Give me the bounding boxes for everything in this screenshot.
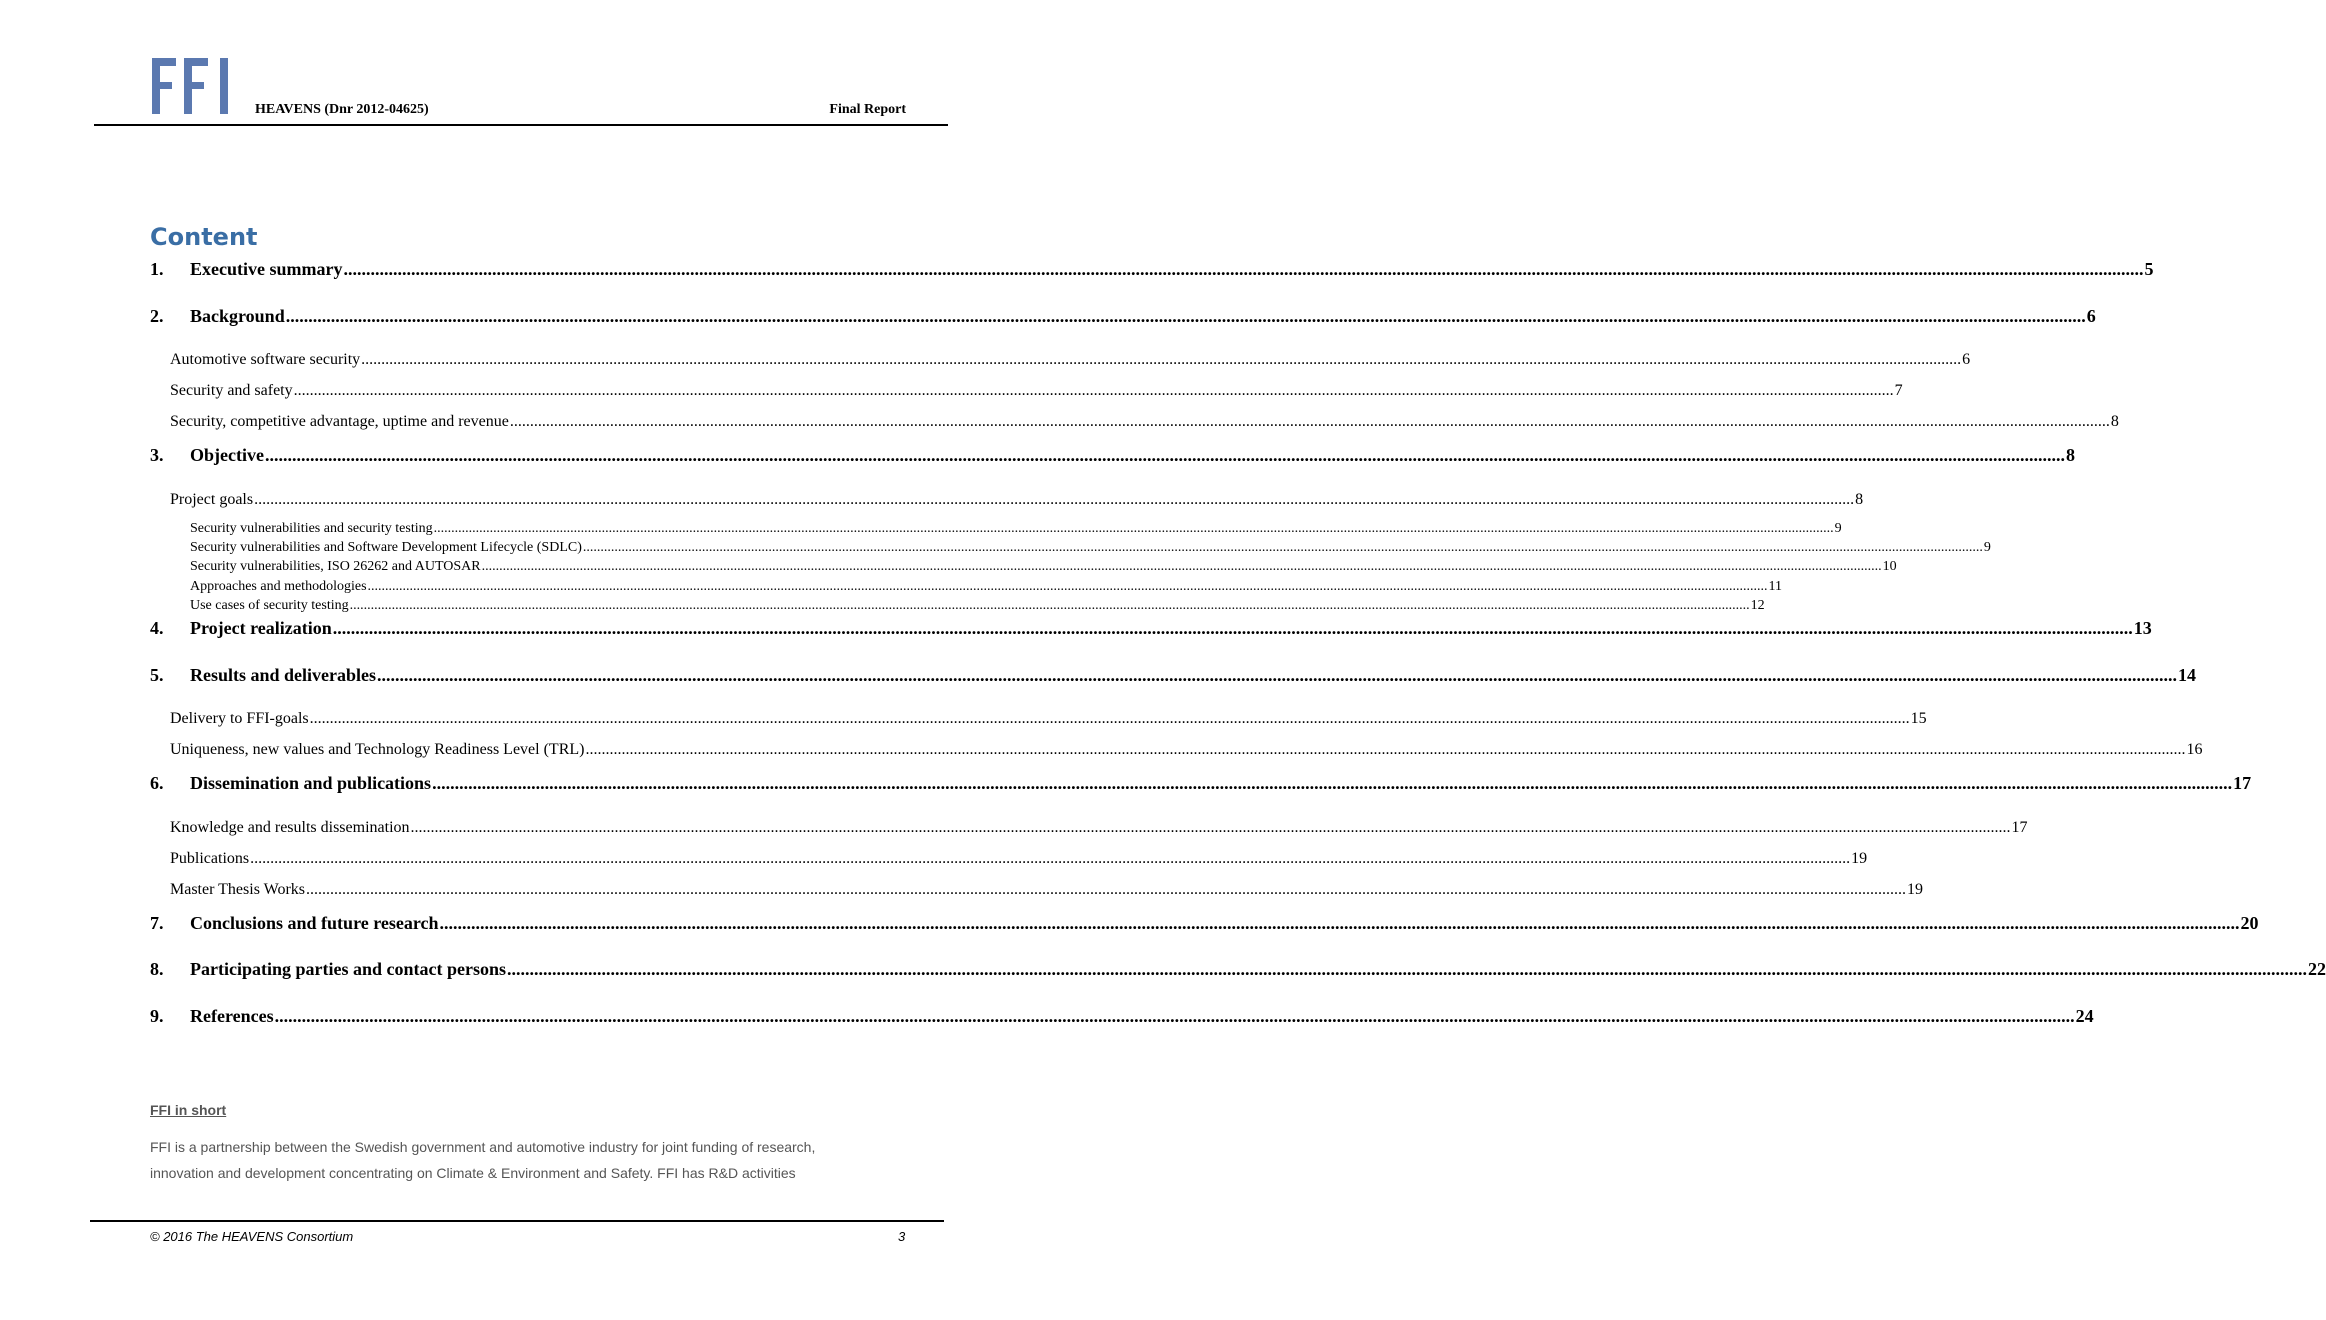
toc-leader-dots: ................................................................................................................................................................................................................................................................................................................................................................................................................ <box>306 881 1906 898</box>
toc-entry-page: 9 <box>1983 540 1991 555</box>
toc-entry-page: 10 <box>1882 559 1897 574</box>
toc-leader-dots: ................................................................................................................................................................................................................................................................................................................................................................................................................ <box>293 382 1894 399</box>
toc-entry-page: 20 <box>2240 913 2259 933</box>
toc-entry-title: Uniqueness, new values and Technology Readiness Level (TRL) <box>170 741 585 758</box>
document-title: HEAVENS (Dnr 2012-04625) <box>255 102 429 117</box>
toc-entry[interactable] <box>170 382 1903 400</box>
toc-entry-number: 4. <box>150 618 164 638</box>
toc-leader-dots: ................................................................................................................................................................................................................................................................................................................................................................................................................ <box>367 579 1768 594</box>
toc-entry-title: Security vulnerabilities, ISO 26262 and AUTOSAR <box>190 559 481 574</box>
toc-entry-page: 22 <box>2307 959 2326 979</box>
toc-entry[interactable] <box>170 819 2028 837</box>
toc-leader-dots: ................................................................................................................................................................................................................................................................................................................................................................................................................ <box>349 598 1750 613</box>
toc-leader-dots: ................................................................................................................................................................................................................................................................................................................................................................................................................ <box>361 351 1962 368</box>
page-number: 3 <box>898 1229 906 1244</box>
toc-leader-dots: ................................................................................................................................................................................................................................................................................................................................................................................................................ <box>343 259 2144 279</box>
toc-entry-title: Dissemination and publications <box>190 773 432 793</box>
ffi-in-short-text: FFI is a partnership between the Swedish government and automotive industry for joint funding of research, innovation and development concentrating on Climate & Environment and Safety. FFI has R&D activities <box>150 1139 816 1181</box>
toc-entry-number: 7. <box>150 913 164 933</box>
report-type: Final Report <box>829 102 906 117</box>
toc-entry-page: 5 <box>2144 259 2154 279</box>
toc-entry-number: 8. <box>150 959 164 979</box>
toc-entry-title: Project goals <box>170 491 254 508</box>
toc-entry-title: Delivery to FFI-goals <box>170 710 309 727</box>
toc-entry[interactable] <box>150 1006 2094 1027</box>
toc-entry-page: 15 <box>1910 710 1927 727</box>
toc-leader-dots: ................................................................................................................................................................................................................................................................................................................................................................................................................ <box>254 491 1855 508</box>
toc-leader-dots: ................................................................................................................................................................................................................................................................................................................................................................................................................ <box>439 913 2240 933</box>
toc-entry[interactable] <box>170 710 1927 728</box>
toc-entry-page: 7 <box>1894 382 1903 399</box>
toc-entry-number: 1. <box>150 259 164 279</box>
toc-entry-title: Executive summary <box>190 259 343 279</box>
toc-entry[interactable] <box>150 618 2152 639</box>
toc-entry-page: 8 <box>2065 445 2075 465</box>
toc-entry-title: Security, competitive advantage, uptime and revenue <box>170 413 509 430</box>
toc-entry[interactable] <box>150 959 2326 980</box>
toc-entry-title: Results and deliverables <box>190 665 377 685</box>
toc-entry-number: 3. <box>150 445 164 465</box>
toc-entry[interactable] <box>190 579 1782 595</box>
toc-leader-dots: ................................................................................................................................................................................................................................................................................................................................................................................................................ <box>274 1006 2075 1026</box>
toc-entry[interactable] <box>190 559 1897 575</box>
toc-entry-number: 6. <box>150 773 164 793</box>
toc-entry-title: Master Thesis Works <box>170 881 305 898</box>
footer-divider <box>90 1220 944 1222</box>
toc-leader-dots: ................................................................................................................................................................................................................................................................................................................................................................................................................ <box>585 741 2186 758</box>
toc-leader-dots: ................................................................................................................................................................................................................................................................................................................................................................................................................ <box>264 445 2065 465</box>
toc-leader-dots: ................................................................................................................................................................................................................................................................................................................................................................................................................ <box>285 306 2086 326</box>
toc-entry-page: 8 <box>1855 491 1864 508</box>
toc-entry-page: 14 <box>2178 665 2197 685</box>
toc-entry[interactable] <box>170 491 1864 509</box>
toc-entry-title: Security vulnerabilities and Software Development Lifecycle (SDLC) <box>190 540 582 555</box>
toc-entry-page: 6 <box>1962 351 1971 368</box>
ffi-in-short-heading: FFI in short <box>150 1102 227 1118</box>
toc-entry-page: 17 <box>2233 773 2252 793</box>
toc-entry-title: Participating parties and contact persons <box>190 959 506 979</box>
toc-entry-title: Approaches and methodologies <box>190 579 367 594</box>
toc-leader-dots: ................................................................................................................................................................................................................................................................................................................................................................................................................ <box>432 773 2233 793</box>
toc-entry[interactable] <box>190 540 1991 556</box>
toc-entry-page: 13 <box>2133 618 2152 638</box>
toc-entry-page: 8 <box>2110 413 2119 430</box>
toc-entry[interactable] <box>170 881 1923 899</box>
toc-entry[interactable] <box>150 259 2154 280</box>
toc-entry[interactable] <box>190 521 1842 537</box>
toc-entry-page: 24 <box>2075 1006 2094 1026</box>
toc-leader-dots: ................................................................................................................................................................................................................................................................................................................................................................................................................ <box>309 710 1910 727</box>
toc-leader-dots: ................................................................................................................................................................................................................................................................................................................................................................................................................ <box>377 665 2178 685</box>
toc-entry-page: 19 <box>1851 850 1868 867</box>
toc-entry[interactable] <box>150 445 2075 466</box>
toc-entry[interactable] <box>170 850 1868 868</box>
toc-entry-title: Use cases of security testing <box>190 598 349 613</box>
toc-entry-title: Background <box>190 306 285 326</box>
toc-entry[interactable] <box>190 598 1765 614</box>
toc-entry-page: 6 <box>2086 306 2096 326</box>
toc-entry-page: 9 <box>1834 521 1842 536</box>
toc-entry[interactable] <box>170 351 1971 369</box>
toc-entry-number: 2. <box>150 306 164 326</box>
toc-leader-dots: ................................................................................................................................................................................................................................................................................................................................................................................................................ <box>481 559 1882 574</box>
toc-entry-page: 19 <box>1907 881 1923 898</box>
toc-entry-title: Conclusions and future research <box>190 913 439 933</box>
toc-leader-dots: ................................................................................................................................................................................................................................................................................................................................................................................................................ <box>506 959 2307 979</box>
toc-entry-title: Objective <box>190 445 264 465</box>
toc-leader-dots: ................................................................................................................................................................................................................................................................................................................................................................................................................ <box>332 618 2133 638</box>
toc-entry-page: 11 <box>1768 579 1782 594</box>
toc-entry[interactable] <box>170 413 2119 431</box>
toc-entry-title: Project realization <box>190 618 332 638</box>
copyright: © 2016 The HEAVENS Consortium <box>150 1229 354 1244</box>
toc-entry-page: 16 <box>2186 741 2203 758</box>
toc-entry[interactable] <box>150 913 2259 934</box>
toc-entry-number: 9. <box>150 1006 164 1026</box>
toc-entry-title: Security vulnerabilities and security testing <box>190 521 433 536</box>
toc-entry[interactable] <box>150 773 2252 794</box>
toc-leader-dots: ................................................................................................................................................................................................................................................................................................................................................................................................................ <box>509 413 2110 430</box>
toc-entry-title: References <box>190 1006 274 1026</box>
toc-entry-page: 17 <box>2011 819 2028 836</box>
toc-entry[interactable] <box>170 741 2203 759</box>
toc-leader-dots: ................................................................................................................................................................................................................................................................................................................................................................................................................ <box>582 540 1983 555</box>
toc-entry[interactable] <box>150 665 2197 686</box>
toc-entry-number: 5. <box>150 665 164 685</box>
toc-entry[interactable] <box>150 306 2096 327</box>
toc-entry-title: Security and safety <box>170 382 293 399</box>
toc-entry-title: Automotive software security <box>170 351 361 368</box>
toc-leader-dots: ................................................................................................................................................................................................................................................................................................................................................................................................................ <box>250 850 1851 867</box>
content-heading: Content <box>150 223 258 251</box>
toc-leader-dots: ................................................................................................................................................................................................................................................................................................................................................................................................................ <box>410 819 2011 836</box>
toc-leader-dots: ................................................................................................................................................................................................................................................................................................................................................................................................................ <box>433 521 1834 536</box>
toc-entry-page: 12 <box>1750 598 1765 613</box>
toc-entry-title: Knowledge and results dissemination <box>170 819 410 836</box>
toc-entry-title: Publications <box>170 850 250 867</box>
